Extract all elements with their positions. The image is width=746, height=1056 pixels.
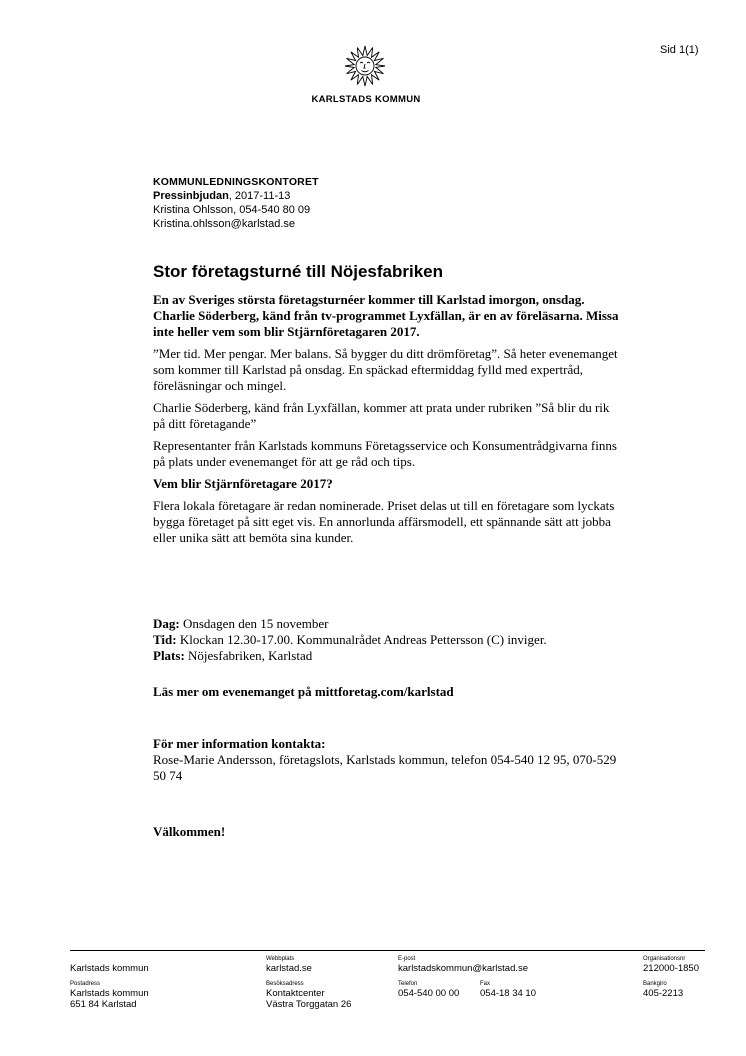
headline: Stor företagsturné till Nöjesfabriken — [153, 262, 443, 281]
contact-heading: För mer information kontakta: — [153, 736, 326, 751]
event-details — [153, 616, 547, 664]
department: KOMMUNLEDNINGSKONTORET — [153, 176, 319, 188]
event-place — [153, 648, 547, 664]
footer-fax: Fax 054-18 34 10 — [480, 981, 536, 999]
paragraph-1: ”Mer tid. Mer pengar. Mer balans. Så bygger du ditt drömföretag”. Så heter evenemanget som kommer till Karlstad på onsdag. En späckad eftermiddag fylld med expertråd, föreläsningar och mingel. — [153, 346, 618, 393]
contact-text: Rose-Marie Andersson, företagslots, Karlstads kommun, telefon 054-540 12 95, 070-529 50 74 — [153, 752, 617, 783]
contact-block — [153, 736, 623, 784]
day-label: Dag: — [153, 616, 180, 631]
sender-contact: Kristina Ohlsson, 054-540 80 09 — [153, 204, 311, 216]
paragraph-3: Representanter från Karlstads kommuns Företagsservice och Konsumentrådgivarna finns på plats under evenemanget för att ge råd och tips. — [153, 438, 617, 469]
footer-visit: Besöksadress Kontaktcenter Västra Torggatan 26 — [266, 981, 352, 1010]
place-value: Nöjesfabriken, Karlstad — [184, 648, 313, 663]
footer-divider — [70, 950, 705, 951]
sun-face-logo-icon — [344, 45, 386, 87]
footer-email: E-post karlstadskommun@karlstad.se — [398, 956, 529, 974]
day-value: Onsdagen den 15 november — [179, 616, 329, 631]
lead-paragraph: En av Sveriges största företagsturnéer kommer till Karlstad imorgon, onsdag. Charlie Söderberg, känd från tv-programmet Lyxfällan, är en av föreläsarna. Missa inte heller vem som blir Stjärnföretagaren 2017. — [153, 292, 619, 339]
event-day — [153, 616, 547, 632]
doc-type-line — [153, 189, 319, 203]
subheading: Vem blir Stjärnföretagare 2017? — [153, 476, 333, 491]
footer-bankgiro: Bankgiro 405-2213 — [643, 981, 684, 999]
event-time — [153, 632, 547, 648]
welcome-text: Välkommen! — [153, 824, 226, 839]
time-value: Klockan 12.30-17.00. Kommunalrådet Andreas Pettersson (C) inviger. — [176, 632, 547, 647]
paragraph-2: Charlie Söderberg, känd från Lyxfällan, kommer att prata under rubriken ”Så blir du rik på ditt företagande” — [153, 400, 610, 431]
article-body — [153, 292, 623, 552]
doc-date: , 2017-11-13 — [228, 190, 291, 202]
footer-postal: Postadress Karlstads kommun 651 84 Karlstad — [70, 981, 149, 1010]
page-number: Sid 1(1) — [660, 44, 699, 56]
footer-name: Karlstads kommun — [70, 963, 149, 974]
footer-phone: Telefon 054-540 00 00 — [398, 981, 460, 999]
sender-block — [153, 175, 319, 231]
footer-orgnr: Organisationsnr 212000-1850 — [643, 956, 699, 974]
footer-web: Webbplats karlstad.se — [266, 956, 312, 974]
time-label: Tid: — [153, 632, 177, 647]
paragraph-4: Flera lokala företagare är redan nominerade. Priset delas ut till en företagare som lyckats bygga företaget på sitt eget vis. En annorlunda affärsmodell, ett spännande sätt att jobba eller unika sätt att bemöta sina kunder. — [153, 498, 615, 545]
doc-type: Pressinbjudan — [153, 190, 229, 202]
sender-email: Kristina.ohlsson@karlstad.se — [153, 218, 296, 230]
org-name: KARLSTADS KOMMUN — [311, 94, 421, 105]
place-label: Plats: — [153, 648, 185, 663]
more-info-link: Läs mer om evenemanget på mittforetag.com/karlstad — [153, 684, 454, 699]
